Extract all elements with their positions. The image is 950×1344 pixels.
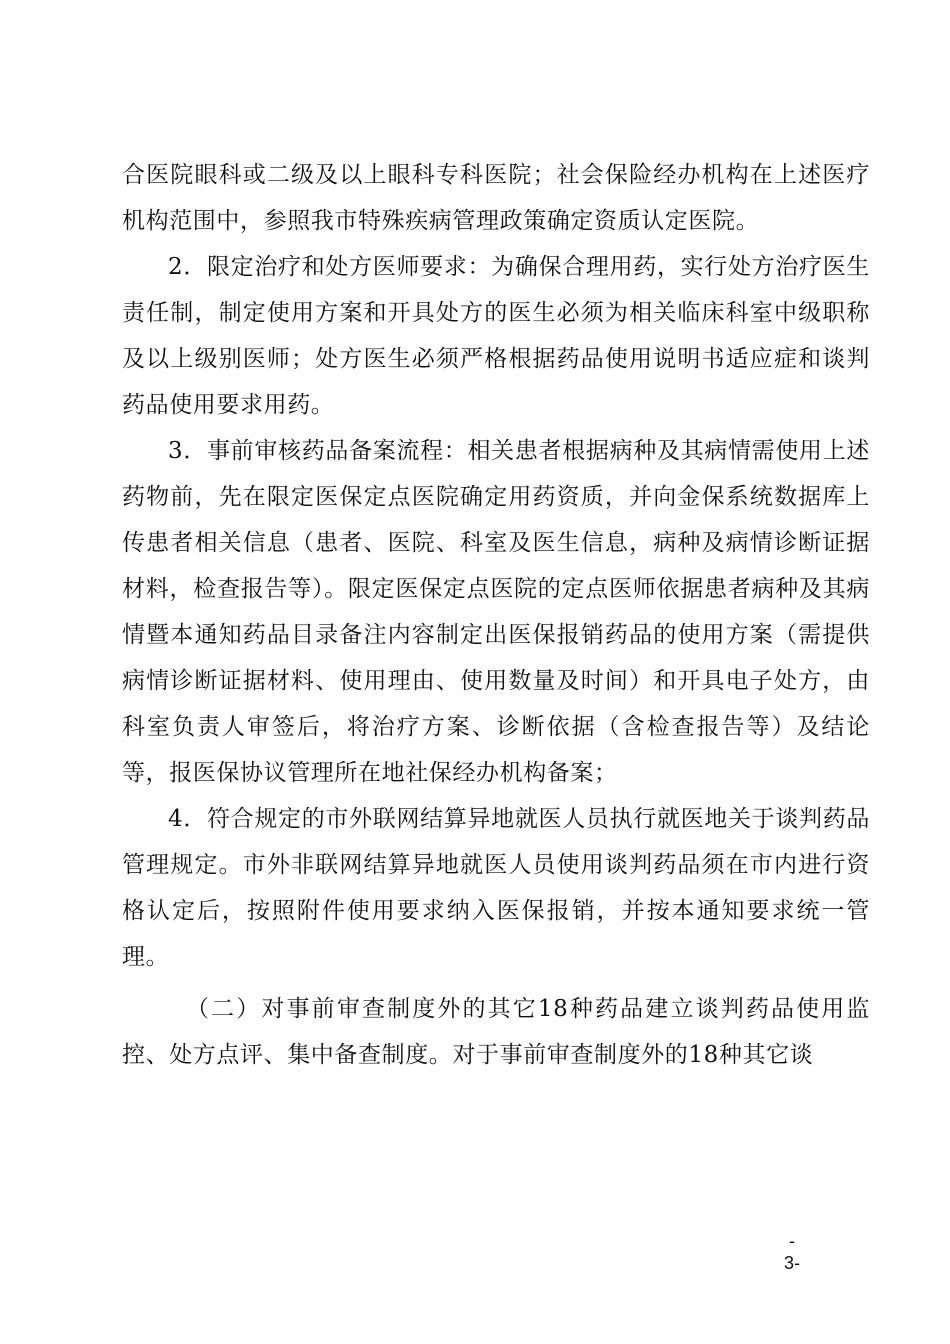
- body-text: [122, 152, 870, 1078]
- page-number-value: 3-: [783, 1253, 800, 1273]
- paragraph-item-2: 2．限定治疗和处方医师要求：为确保合理用药，实行处方治疗医生责任制，制定使用方案和开具处方的医生必须为相关临床科室中级职称及以上级别医师；处方医生必须严格根据药品使用说明书适应症和谈判药品使用要求用药。: [122, 254, 870, 418]
- page-number: [774, 1230, 810, 1274]
- paragraph-item-4: 4．符合规定的市外联网结算异地就医人员执行就医地关于谈判药品管理规定。市外非联网结算异地就医人员使用谈判药品须在市内进行资格认定后，按照附件使用要求纳入医保报销，并按本通知要求统一管理。: [122, 806, 870, 970]
- page-number-dash: -: [789, 1231, 795, 1251]
- paragraph-continuation: 合医院眼科或二级及以上眼科专科医院；社会保险经办机构在上述医疗机构范围中，参照我市特殊疾病管理政策确定资质认定医院。: [122, 162, 870, 234]
- paragraph-section-2: （二）对事前审查制度外的其它18种药品建立谈判药品使用监控、处方点评、集中备查制度。对于事前审查制度外的18种其它谈: [122, 996, 870, 1068]
- paragraph-item-3: 3．事前审核药品备案流程：相关患者根据病种及其病情需使用上述药物前，先在限定医保定点医院确定用药资质，并向金保系统数据库上传患者相关信息（患者、医院、科室及医生信息，病种及病情诊断证据材料，检查报告等）。限定医保定点医院的定点医师依据患者病种及其病情暨本通知药品目录备注内容制定出医保报销药品的使用方案（需提供病情诊断证据材料、使用理由、使用数量及时间）和开具电子处方，由科室负责人审签后，将治疗方案、诊断依据（含检查报告等）及结论等，报医保协议管理所在地社保经办机构备案；: [122, 438, 870, 786]
